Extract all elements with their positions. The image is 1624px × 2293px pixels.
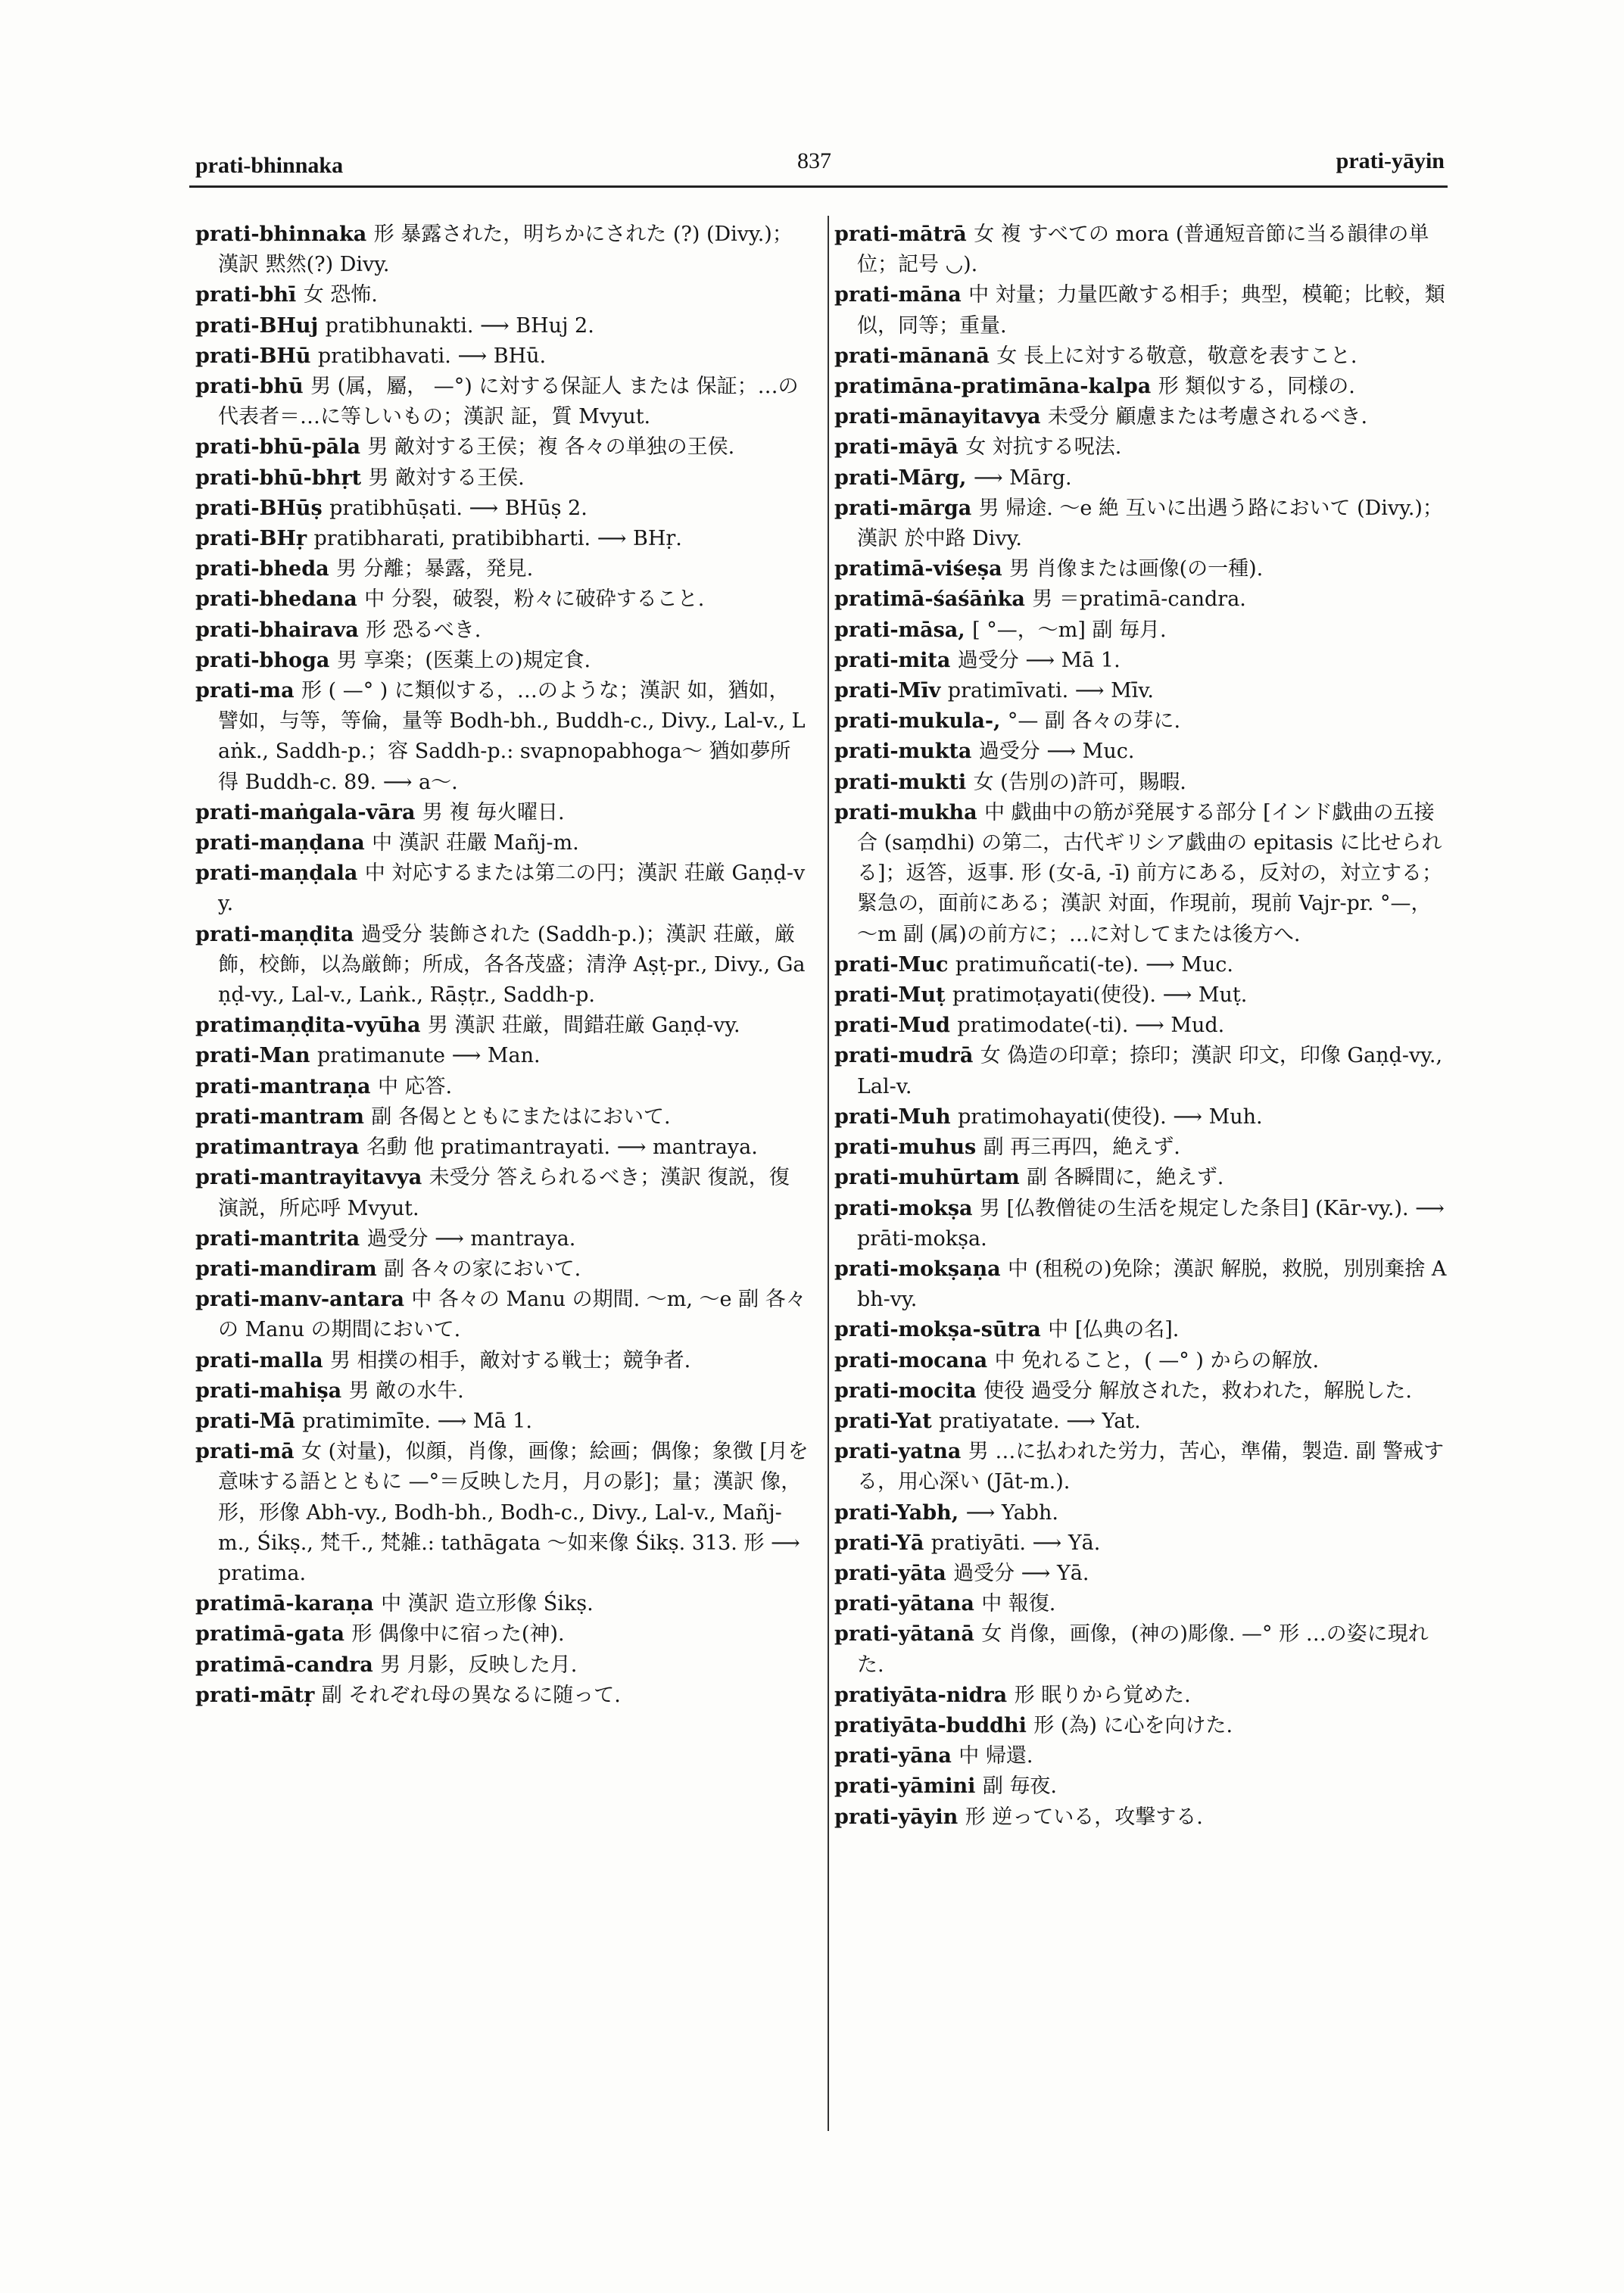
entry-headword: prati-mokṣa — [834, 1196, 973, 1220]
entry-headword: prati-yatna — [834, 1440, 962, 1464]
dictionary-entry — [834, 1102, 1448, 1132]
entry-headword: prati-mita — [834, 648, 951, 672]
entry-headword: prati-mārga — [834, 496, 972, 520]
entry-headword: prati-mocita — [834, 1379, 977, 1403]
dictionary-entry — [195, 798, 809, 828]
dictionary-entry — [834, 463, 1448, 494]
entry-definition: 中 戯曲中の筋が発展する部分 [インド戯曲の五接合 (saṃdhi) の第二，古代ギリシア戯曲の epitasis に比せられる]；返答，返事. 形 (女-ā, -ī) 前方にある，反対の，対立する；緊急の，面前にある；漢訳 対面，作現前，現前 Vajr-pr. °—，～m 副 (属)の前方に；…に対してまたは後方へ. — [857, 800, 1442, 946]
entry-definition: 副 各瞬間に，絶えず. — [1027, 1166, 1224, 1190]
entry-definition: pratimoṭayati(使役). ⟶ Muṭ. — [952, 983, 1248, 1008]
header-rule — [189, 185, 1448, 188]
entry-headword: prati-yāmini — [834, 1774, 976, 1799]
entry-headword: prati-mānanā — [834, 344, 990, 368]
entry-definition: 中 対量；力量匹敵する相手；典型，模範；比較，類似，同等；重量. — [857, 283, 1445, 338]
entry-definition: 男 敵対する王侯. — [368, 466, 525, 490]
entry-headword: pratiyāta-buddhi — [834, 1713, 1027, 1737]
dictionary-entry — [195, 1619, 809, 1650]
entry-definition: 中 帰還. — [959, 1744, 1033, 1768]
entry-definition: pratimohayati(使役). ⟶ Muh. — [958, 1104, 1263, 1129]
dictionary-entry — [195, 858, 809, 919]
entry-headword: prati-mantrita — [195, 1226, 360, 1251]
dictionary-entry — [834, 1681, 1448, 1711]
entry-headword: prati-Man — [195, 1044, 310, 1068]
dictionary-entry — [195, 341, 809, 372]
dictionary-entry — [195, 220, 809, 280]
entry-definition: pratimanute ⟶ Man. — [316, 1044, 541, 1068]
entry-definition: 男 敵対する王侯；複 各々の単独の王侯. — [367, 435, 735, 460]
entry-headword: prati-mukti — [834, 770, 967, 794]
dictionary-entry — [195, 524, 809, 554]
right-guide-word: prati-yāyin — [1336, 148, 1445, 173]
dictionary-entry — [834, 1132, 1448, 1163]
entry-definition: 中 分裂，破裂，粉々に破砕すること. — [364, 587, 705, 612]
entry-headword: prati-bhedana — [195, 587, 357, 612]
entry-headword: prati-mātrā — [834, 223, 967, 246]
dictionary-entry — [834, 1011, 1448, 1041]
entry-definition: pratibhunakti. ⟶ BHuj 2. — [325, 313, 594, 338]
entry-headword: prati-bhī — [195, 283, 297, 307]
entry-headword: prati-maṇḍita — [195, 922, 354, 946]
entry-definition: 男 享楽；(医薬上の)規定食. — [336, 648, 591, 672]
entry-definition: 女 長上に対する敬意，敬意を表すこと. — [996, 344, 1357, 368]
dictionary-entry — [195, 1072, 809, 1102]
entry-headword: prati-Muh — [834, 1104, 951, 1129]
dictionary-entry — [834, 1376, 1448, 1407]
dictionary-entry — [834, 1163, 1448, 1193]
entry-definition: 中 漢訳 造立形像 Śikṣ. — [381, 1592, 594, 1616]
entry-definition: 中 各々の Manu の期間. ～m, ～e 副 各々の Manu の期間において. — [218, 1288, 806, 1342]
entry-definition: 形 類似する，同様の. — [1158, 375, 1355, 399]
entry-headword: prati-mokṣaṇa — [834, 1257, 1001, 1281]
entry-definition: 男 帰途. ～e 絶 互いに出遇う路において (Divy.)；漢訳 於中路 Divy. — [857, 496, 1443, 551]
dictionary-entry — [834, 676, 1448, 706]
entry-definition: 使役 過受分 解放された，救われた，解脱した. — [983, 1379, 1412, 1403]
entry-definition: pratiyatate. ⟶ Yat. — [939, 1409, 1141, 1433]
dictionary-entry — [195, 1407, 809, 1437]
entry-headword: prati-BHuj — [195, 313, 319, 338]
entry-definition: 形 ( —° ) に類似する，…のような；漢訳 如，猶如，譬如，与等，等倫，量等 Bodh-bh., Buddh-c., Divy., Lal-v., Laṅk., Saddh-p.；容 Saddh-p.: svapnopabhoga～ 猶如夢所得 Buddh-c. 89. ⟶ a～. — [218, 679, 806, 794]
dictionary-entry — [834, 706, 1448, 737]
dictionary-entry — [834, 1041, 1448, 1101]
dictionary-entry — [834, 1559, 1448, 1589]
entry-headword: prati-mudrā — [834, 1044, 974, 1068]
entry-headword: prati-ma — [195, 679, 295, 703]
entry-headword: prati-Mīv — [834, 679, 941, 703]
dictionary-entry — [195, 432, 809, 463]
entry-definition: 中 [仏典の名]. — [1048, 1318, 1180, 1342]
entry-definition: pratimodate(-ti). ⟶ Mud. — [957, 1014, 1225, 1038]
dictionary-entry — [195, 554, 809, 584]
entry-definition: 男 ＝pratimā-candra. — [1032, 587, 1246, 612]
entry-definition: 女 肖像，画像，(神の)彫像. —° 形 …の姿に現れた. — [857, 1622, 1429, 1677]
entry-headword: pratimāna-pratimāna-kalpa — [834, 375, 1152, 399]
dictionary-entry — [195, 1041, 809, 1071]
dictionary-entry — [195, 1224, 809, 1254]
entry-headword: prati-yāyin — [834, 1805, 959, 1829]
entry-headword: prati-muhūrtam — [834, 1166, 1020, 1190]
column-divider — [828, 216, 829, 2131]
entry-headword: prati-māsa, — [834, 618, 965, 642]
entry-headword: prati-mānayitavya — [834, 405, 1041, 429]
entry-headword: prati-mantraṇa — [195, 1074, 371, 1098]
entry-definition: 形 逆っている，攻撃する. — [965, 1805, 1203, 1829]
dictionary-entry — [195, 1163, 809, 1223]
entry-headword: prati-mukha — [834, 800, 977, 824]
dictionary-entry — [195, 280, 809, 310]
dictionary-entry — [195, 584, 809, 615]
dictionary-entry — [195, 1132, 809, 1163]
entry-headword: prati-Muṭ — [834, 983, 946, 1008]
dictionary-entry — [834, 1437, 1448, 1497]
entry-headword: prati-yāta — [834, 1561, 946, 1585]
entry-definition: pratibhavati. ⟶ BHū. — [317, 344, 547, 368]
entry-headword: prati-mukta — [834, 740, 972, 764]
dictionary-entry — [834, 494, 1448, 554]
entry-definition: 男 複 毎火曜日. — [422, 800, 565, 824]
dictionary-entry — [834, 1254, 1448, 1315]
dictionary-entry — [834, 980, 1448, 1011]
dictionary-entry — [834, 372, 1448, 402]
entry-headword: prati-mukula-, — [834, 709, 1001, 734]
dictionary-entry — [834, 1528, 1448, 1559]
dictionary-entry — [195, 920, 809, 1011]
entry-definition: 中 (租税の)免除；漢訳 解脱，救脱，別別棄捨 Abh-vy. — [857, 1257, 1447, 1312]
entry-headword: prati-yāna — [834, 1744, 952, 1768]
entry-definition: pratiyāti. ⟶ Yā. — [930, 1531, 1101, 1555]
dictionary-entry — [834, 737, 1448, 767]
entry-headword: prati-bhairava — [195, 618, 359, 642]
entry-definition: 男 (属，屬， —°) に対する保証人 または 保証；…の代表者＝…に等しいもの；漢訳 証，質 Mvyut. — [218, 375, 799, 429]
entry-definition: 過受分 装飾された (Saddh-p.)；漢訳 荘厳，厳飾，校飾，以為厳飾；所成，各各茂盛；清浄 Aṣṭ-pr., Divy., Gaṇḍ-vy., Lal-v., Laṅk., Rāṣṭr., Saddh-p. — [218, 922, 806, 1008]
dictionary-entry — [834, 341, 1448, 372]
dictionary-entry — [195, 494, 809, 524]
dictionary-entry — [834, 1711, 1448, 1741]
entry-headword: pratimantraya — [195, 1136, 360, 1160]
entry-definition: 形 偶像中に宿った(神). — [351, 1622, 565, 1647]
entry-headword: prati-Mud — [834, 1014, 950, 1038]
dictionary-entry — [195, 1437, 809, 1589]
entry-headword: prati-māna — [834, 283, 962, 307]
entry-definition: 男 [仏教僧徒の生活を規定した条目] (Kār-vy.). ⟶ prāti-mokṣa. — [857, 1196, 1445, 1251]
entry-definition: 男 漢訳 荘厳，間錯荘厳 Gaṇḍ-vy. — [427, 1014, 740, 1038]
entry-definition: 女 (対量)，似顔，肖像，画像；絵画；偶像；象徴 [月を意味する語とともに —°＝反映した月，月の影]；量；漢訳 像，形，形像 Abh-vy., Bodh-bh., Bodh-c., Divy., Lal-v., Mañj-m., Śikṣ., 梵千., 梵雑.: tathāgata ～如来像 Śikṣ. 313. 形 ⟶ pratima. — [218, 1440, 809, 1585]
entry-headword: prati-Yā — [834, 1531, 924, 1555]
entry-definition: 男 肖像または画像(の一種). — [1009, 557, 1264, 581]
entry-headword: prati-mokṣa-sūtra — [834, 1318, 1041, 1342]
entry-headword: prati-maṅgala-vāra — [195, 800, 416, 824]
dictionary-entry — [195, 1589, 809, 1619]
entry-headword: prati-Yabh, — [834, 1500, 959, 1525]
entry-headword: prati-mā — [195, 1440, 295, 1464]
entry-definition: ⟶ Mārg. — [973, 466, 1072, 490]
dictionary-entry — [834, 1771, 1448, 1802]
dictionary-entry — [195, 1346, 809, 1376]
dictionary-entry — [834, 432, 1448, 463]
entry-definition: pratibhūṣati. ⟶ BHūṣ 2. — [329, 496, 588, 520]
dictionary-entry — [834, 1407, 1448, 1437]
entry-definition: 形 眠りから覚めた. — [1014, 1683, 1191, 1707]
entry-headword: prati-Yat — [834, 1409, 932, 1433]
entry-headword: prati-manv-antara — [195, 1288, 404, 1312]
dictionary-entry — [834, 646, 1448, 676]
dictionary-entry — [195, 676, 809, 798]
entry-headword: pratimā-gata — [195, 1622, 344, 1647]
dictionary-entry — [834, 584, 1448, 615]
entry-headword: prati-mahiṣa — [195, 1379, 342, 1403]
entry-definition: 中 応答. — [377, 1074, 453, 1098]
entry-definition: 形 暴露された，明ちかにされた (?) (Divy.)；漢訳 黙然(?) Divy. — [218, 223, 793, 277]
entry-definition: 中 免れること，( —° ) からの解放. — [994, 1348, 1320, 1372]
dictionary-entry — [195, 311, 809, 341]
entry-headword: prati-yātanā — [834, 1622, 974, 1647]
entry-headword: pratimā-karaṇa — [195, 1592, 374, 1616]
running-header — [195, 148, 1445, 182]
dictionary-entry — [834, 615, 1448, 646]
entry-definition: 男 分離；暴露，発見. — [336, 557, 534, 581]
entry-definition: 副 毎夜. — [982, 1774, 1058, 1799]
entry-headword: prati-mandiram — [195, 1257, 377, 1281]
dictionary-entry — [834, 1194, 1448, 1254]
entry-definition: 未受分 答えられるべき；漢訳 復説，復演説，所応呼 Mvyut. — [218, 1166, 790, 1220]
entry-definition: 副 各々の家において. — [384, 1257, 581, 1281]
dictionary-entry — [195, 1011, 809, 1041]
entry-definition: 未受分 顧慮または考慮されるべき. — [1047, 405, 1368, 429]
dictionary-entry — [195, 1650, 809, 1681]
entry-headword: prati-BHū — [195, 344, 311, 368]
dictionary-entry — [834, 950, 1448, 980]
entry-definition: 男 月影，反映した月. — [380, 1653, 578, 1677]
entry-definition: 副 各偈とともにまたはにおいて. — [371, 1104, 671, 1129]
dictionary-entry — [195, 615, 809, 646]
entry-definition: 男 …に払われた労力，苦心，準備，製造. 副 警戒する，用心深い (Jāt-m.). — [857, 1440, 1445, 1494]
entry-definition: 女 偽造の印章；捺印；漢訳 印文，印像 Gaṇḍ-vy., Lal-v. — [857, 1044, 1443, 1098]
entry-definition: pratimimīte. ⟶ Mā 1. — [302, 1409, 532, 1433]
entry-definition: 副 再三再四，絶えず. — [983, 1136, 1180, 1160]
entry-headword: prati-Muc — [834, 952, 949, 977]
entry-definition: 女 (告別の)許可，賜暇. — [973, 770, 1186, 794]
dictionary-entry — [195, 1681, 809, 1711]
right-column — [834, 220, 1448, 1833]
entry-definition: 過受分 ⟶ Yā. — [953, 1561, 1089, 1585]
dictionary-entry — [195, 463, 809, 494]
dictionary-entry — [195, 828, 809, 858]
entry-definition: 過受分 ⟶ mantraya. — [366, 1226, 576, 1251]
entry-headword: prati-BHūṣ — [195, 496, 323, 520]
entry-headword: pratiyāta-nidra — [834, 1683, 1008, 1707]
entry-headword: prati-bhū — [195, 375, 304, 399]
entry-headword: pratimā-candra — [195, 1653, 373, 1677]
entry-definition: 副 それぞれ母の異なるに随って. — [321, 1683, 621, 1707]
entry-definition: ⟶ Yabh. — [965, 1500, 1058, 1525]
dictionary-entry — [195, 1376, 809, 1407]
dictionary-entry — [195, 1285, 809, 1345]
dictionary-entry — [834, 1346, 1448, 1376]
entry-headword: prati-maṇḍala — [195, 861, 358, 886]
entry-definition: 名動 他 pratimantrayati. ⟶ mantraya. — [366, 1136, 758, 1160]
entry-definition: 女 恐怖. — [303, 283, 378, 307]
entry-definition: 過受分 ⟶ Muc. — [978, 740, 1135, 764]
dictionary-entry — [834, 1619, 1448, 1680]
entry-headword: pratimā-śaśāṅka — [834, 587, 1025, 612]
entry-definition: 男 相撲の相手，敵対する戦士；競争者. — [330, 1348, 691, 1372]
dictionary-entry — [834, 220, 1448, 280]
entry-definition: pratibharati, pratibibharti. ⟶ BHṛ. — [313, 527, 682, 551]
entry-headword: prati-maṇḍana — [195, 831, 365, 855]
dictionary-entry — [834, 554, 1448, 584]
entry-definition: 男 敵の水牛. — [348, 1379, 464, 1403]
dictionary-entry — [834, 1589, 1448, 1619]
dictionary-entry — [834, 1741, 1448, 1771]
entry-headword: prati-yātana — [834, 1592, 974, 1616]
entry-definition: 過受分 ⟶ Mā 1. — [957, 648, 1121, 672]
entry-headword: prati-mātṛ — [195, 1683, 315, 1707]
dictionary-entry — [834, 402, 1448, 432]
entry-headword: prati-mantrayitavya — [195, 1166, 422, 1190]
entry-headword: prati-bheda — [195, 557, 329, 581]
entry-definition: [ °—，～m] 副 毎月. — [972, 618, 1167, 642]
entry-definition: 中 報復. — [981, 1592, 1056, 1616]
entry-definition: 中 漢訳 荘嚴 Mañj-m. — [372, 831, 579, 855]
dictionary-entry — [834, 768, 1448, 798]
entry-headword: prati-bhinnaka — [195, 223, 367, 246]
entry-headword: prati-māyā — [834, 435, 959, 460]
dictionary-entry — [834, 1498, 1448, 1528]
entry-headword: prati-mocana — [834, 1348, 988, 1372]
dictionary-entry — [834, 1802, 1448, 1833]
entry-headword: prati-BHṛ — [195, 527, 307, 551]
dictionary-entry — [195, 646, 809, 676]
entry-definition: 中 対応するまたは第二の円；漢訳 荘厳 Gaṇḍ-vy. — [218, 861, 806, 916]
entry-definition: pratimuñcati(-te). ⟶ Muc. — [955, 952, 1233, 977]
entry-headword: prati-malla — [195, 1348, 323, 1372]
entry-definition: 女 対抗する呪法. — [965, 435, 1122, 460]
entry-headword: prati-mantram — [195, 1104, 364, 1129]
entry-definition: °— 副 各々の芽に. — [1007, 709, 1181, 734]
entry-headword: prati-bhū-bhṛt — [195, 466, 362, 490]
entry-headword: prati-bhū-pāla — [195, 435, 361, 460]
page-number: 837 — [797, 148, 831, 173]
dictionary-entry — [195, 1102, 809, 1132]
entry-headword: prati-bhoga — [195, 648, 330, 672]
entry-headword: prati-Mā — [195, 1409, 295, 1433]
entry-headword: pratimā-viśeṣa — [834, 557, 1002, 581]
entry-headword: prati-muhus — [834, 1136, 977, 1160]
dictionary-entry — [834, 1315, 1448, 1345]
dictionary-entry — [195, 372, 809, 432]
entry-definition: 女 複 すべての mora (普通短音節に当る韻律の単位；記号 ◡). — [857, 223, 1429, 277]
entry-headword: pratimaṇḍita-vyūha — [195, 1014, 421, 1038]
dictionary-entry — [834, 798, 1448, 950]
left-column — [195, 220, 809, 1711]
dictionary-entry — [195, 1254, 809, 1285]
entry-definition: 形 (為) に心を向けた. — [1033, 1713, 1233, 1737]
entry-definition: pratimīvati. ⟶ Mīv. — [947, 679, 1154, 703]
left-guide-word: prati-bhinnaka — [195, 153, 344, 178]
dictionary-entry — [834, 280, 1448, 341]
entry-headword: prati-Mārg, — [834, 466, 967, 490]
entry-definition: 形 恐るべき. — [366, 618, 482, 642]
